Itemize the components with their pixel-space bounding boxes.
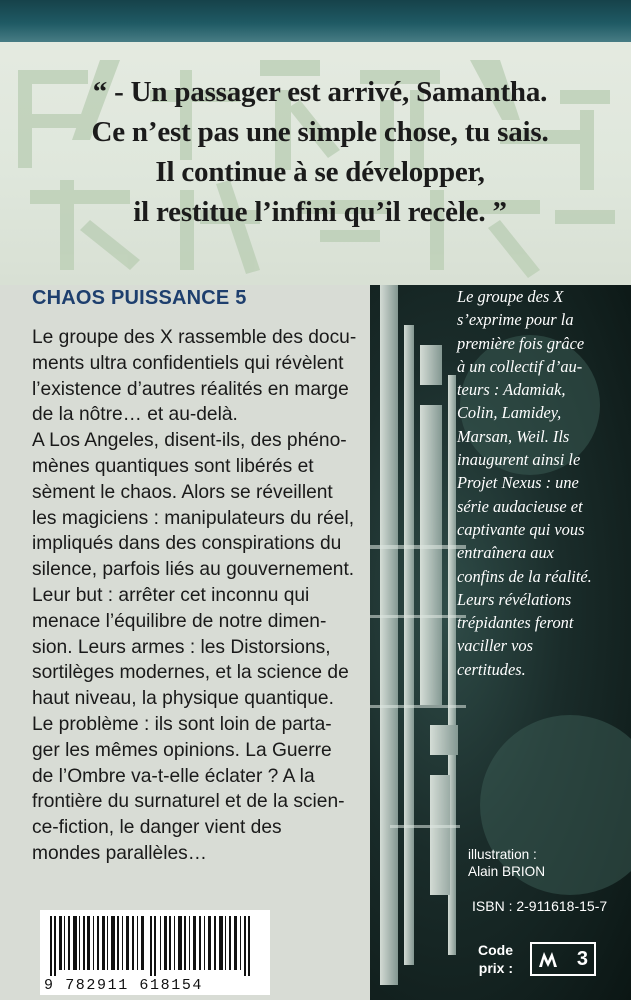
blurb-line: entraînera aux [457, 543, 554, 563]
synopsis-text [32, 325, 377, 867]
synopsis-line: sortilèges modernes, et la science de [32, 662, 349, 684]
blurb-line: Leurs révélations [457, 589, 572, 609]
synopsis-line: menace l’équilibre de notre dimen- [32, 610, 327, 632]
blurb-line: teurs : Adamiak, [457, 380, 566, 400]
blurb-line: certitudes. [457, 659, 526, 679]
synopsis-line: sion. Leurs armes : les Distorsions, [32, 636, 331, 658]
quote-line: Ce n’est pas une simple chose, tu sais. [91, 116, 549, 148]
barcode-number: 9 782911 618154 [44, 977, 204, 994]
synopsis-line: silence, parfois liés au gouvernement. [32, 559, 355, 581]
blurb-text [457, 285, 592, 681]
synopsis-line: ce-fiction, le danger vient des [32, 817, 282, 839]
blurb-line: vaciller vos [457, 636, 534, 656]
publisher-logo-icon [538, 949, 562, 969]
price-code-value: 3 [576, 947, 588, 970]
blurb-line: première fois grâce [457, 333, 585, 353]
synopsis-line: Le groupe des X rassemble des docu- [32, 327, 357, 348]
synopsis-line: ments ultra confidentiels qui révèlent [32, 352, 344, 374]
synopsis-line: les magiciens : manipulateurs du réel, [32, 507, 355, 529]
illustration-artist: Alain BRION [468, 864, 546, 879]
blurb-line: inaugurent ainsi le [457, 450, 581, 470]
barcode-bars [50, 916, 260, 976]
illustration-credit [468, 846, 545, 880]
synopsis-line: mondes parallèles… [32, 842, 207, 864]
quote-line: “ - Un passager est arrivé, Samantha. [92, 76, 548, 108]
price-code-label [478, 941, 513, 977]
series-title: CHAOS PUISSANCE 5 [32, 287, 247, 309]
synopsis-line: frontière du surnaturel et de la scien- [32, 791, 345, 813]
synopsis-line: ger les mêmes opinions. La Guerre [32, 739, 332, 761]
quote-line: Il continue à se développer, [155, 156, 485, 188]
blurb-line: série audacieuse et [457, 496, 583, 516]
blurb-line: à un collectif d’au- [457, 356, 583, 376]
synopsis-line: haut niveau, la physique quantique. [32, 688, 334, 710]
quote-line: il restitue l’infini qu’il recèle. ” [133, 196, 507, 228]
isbn-text: ISBN : 2-911618-15-7 [472, 898, 608, 914]
synopsis-line: Le problème : ils sont loin de parta- [32, 713, 332, 735]
illustration-label: illustration : [468, 847, 537, 862]
synopsis-line: de l’Ombre va-t-elle éclater ? A la [32, 765, 315, 787]
price-code-line2: prix : [478, 960, 513, 976]
synopsis-line: mènes quantiques sont libérés et [32, 455, 314, 477]
quote-band [0, 0, 631, 285]
price-code-box [530, 942, 596, 976]
blurb-line: Projet Nexus : une [457, 473, 579, 493]
blurb-line: captivante qui vous [457, 519, 585, 539]
synopsis-line: A Los Angeles, disent-ils, des phéno- [32, 430, 347, 452]
blurb-line: Marsan, Weil. Ils [457, 426, 570, 446]
synopsis-line: de la nôtre… et au-delà. [32, 404, 238, 426]
blurb-line: Le groupe des X [457, 287, 564, 306]
blurb-line: trépidantes feront [457, 613, 574, 633]
synopsis-line: Leur but : arrêter cet inconnu qui [32, 584, 310, 606]
blurb-line: confins de la réalité. [457, 566, 592, 586]
blurb-line: s’exprime pour la [457, 310, 574, 330]
synopsis-line: impliqués dans des conspirations du [32, 533, 342, 555]
price-code-line1: Code [478, 942, 513, 958]
blurb-line: Colin, Lamidey, [457, 403, 562, 423]
synopsis-line: l’existence d’autres réalités en marge [32, 378, 349, 400]
barcode [40, 910, 270, 995]
cover-quote [30, 72, 610, 232]
synopsis-line: sèment le chaos. Alors se réveillent [32, 481, 333, 503]
